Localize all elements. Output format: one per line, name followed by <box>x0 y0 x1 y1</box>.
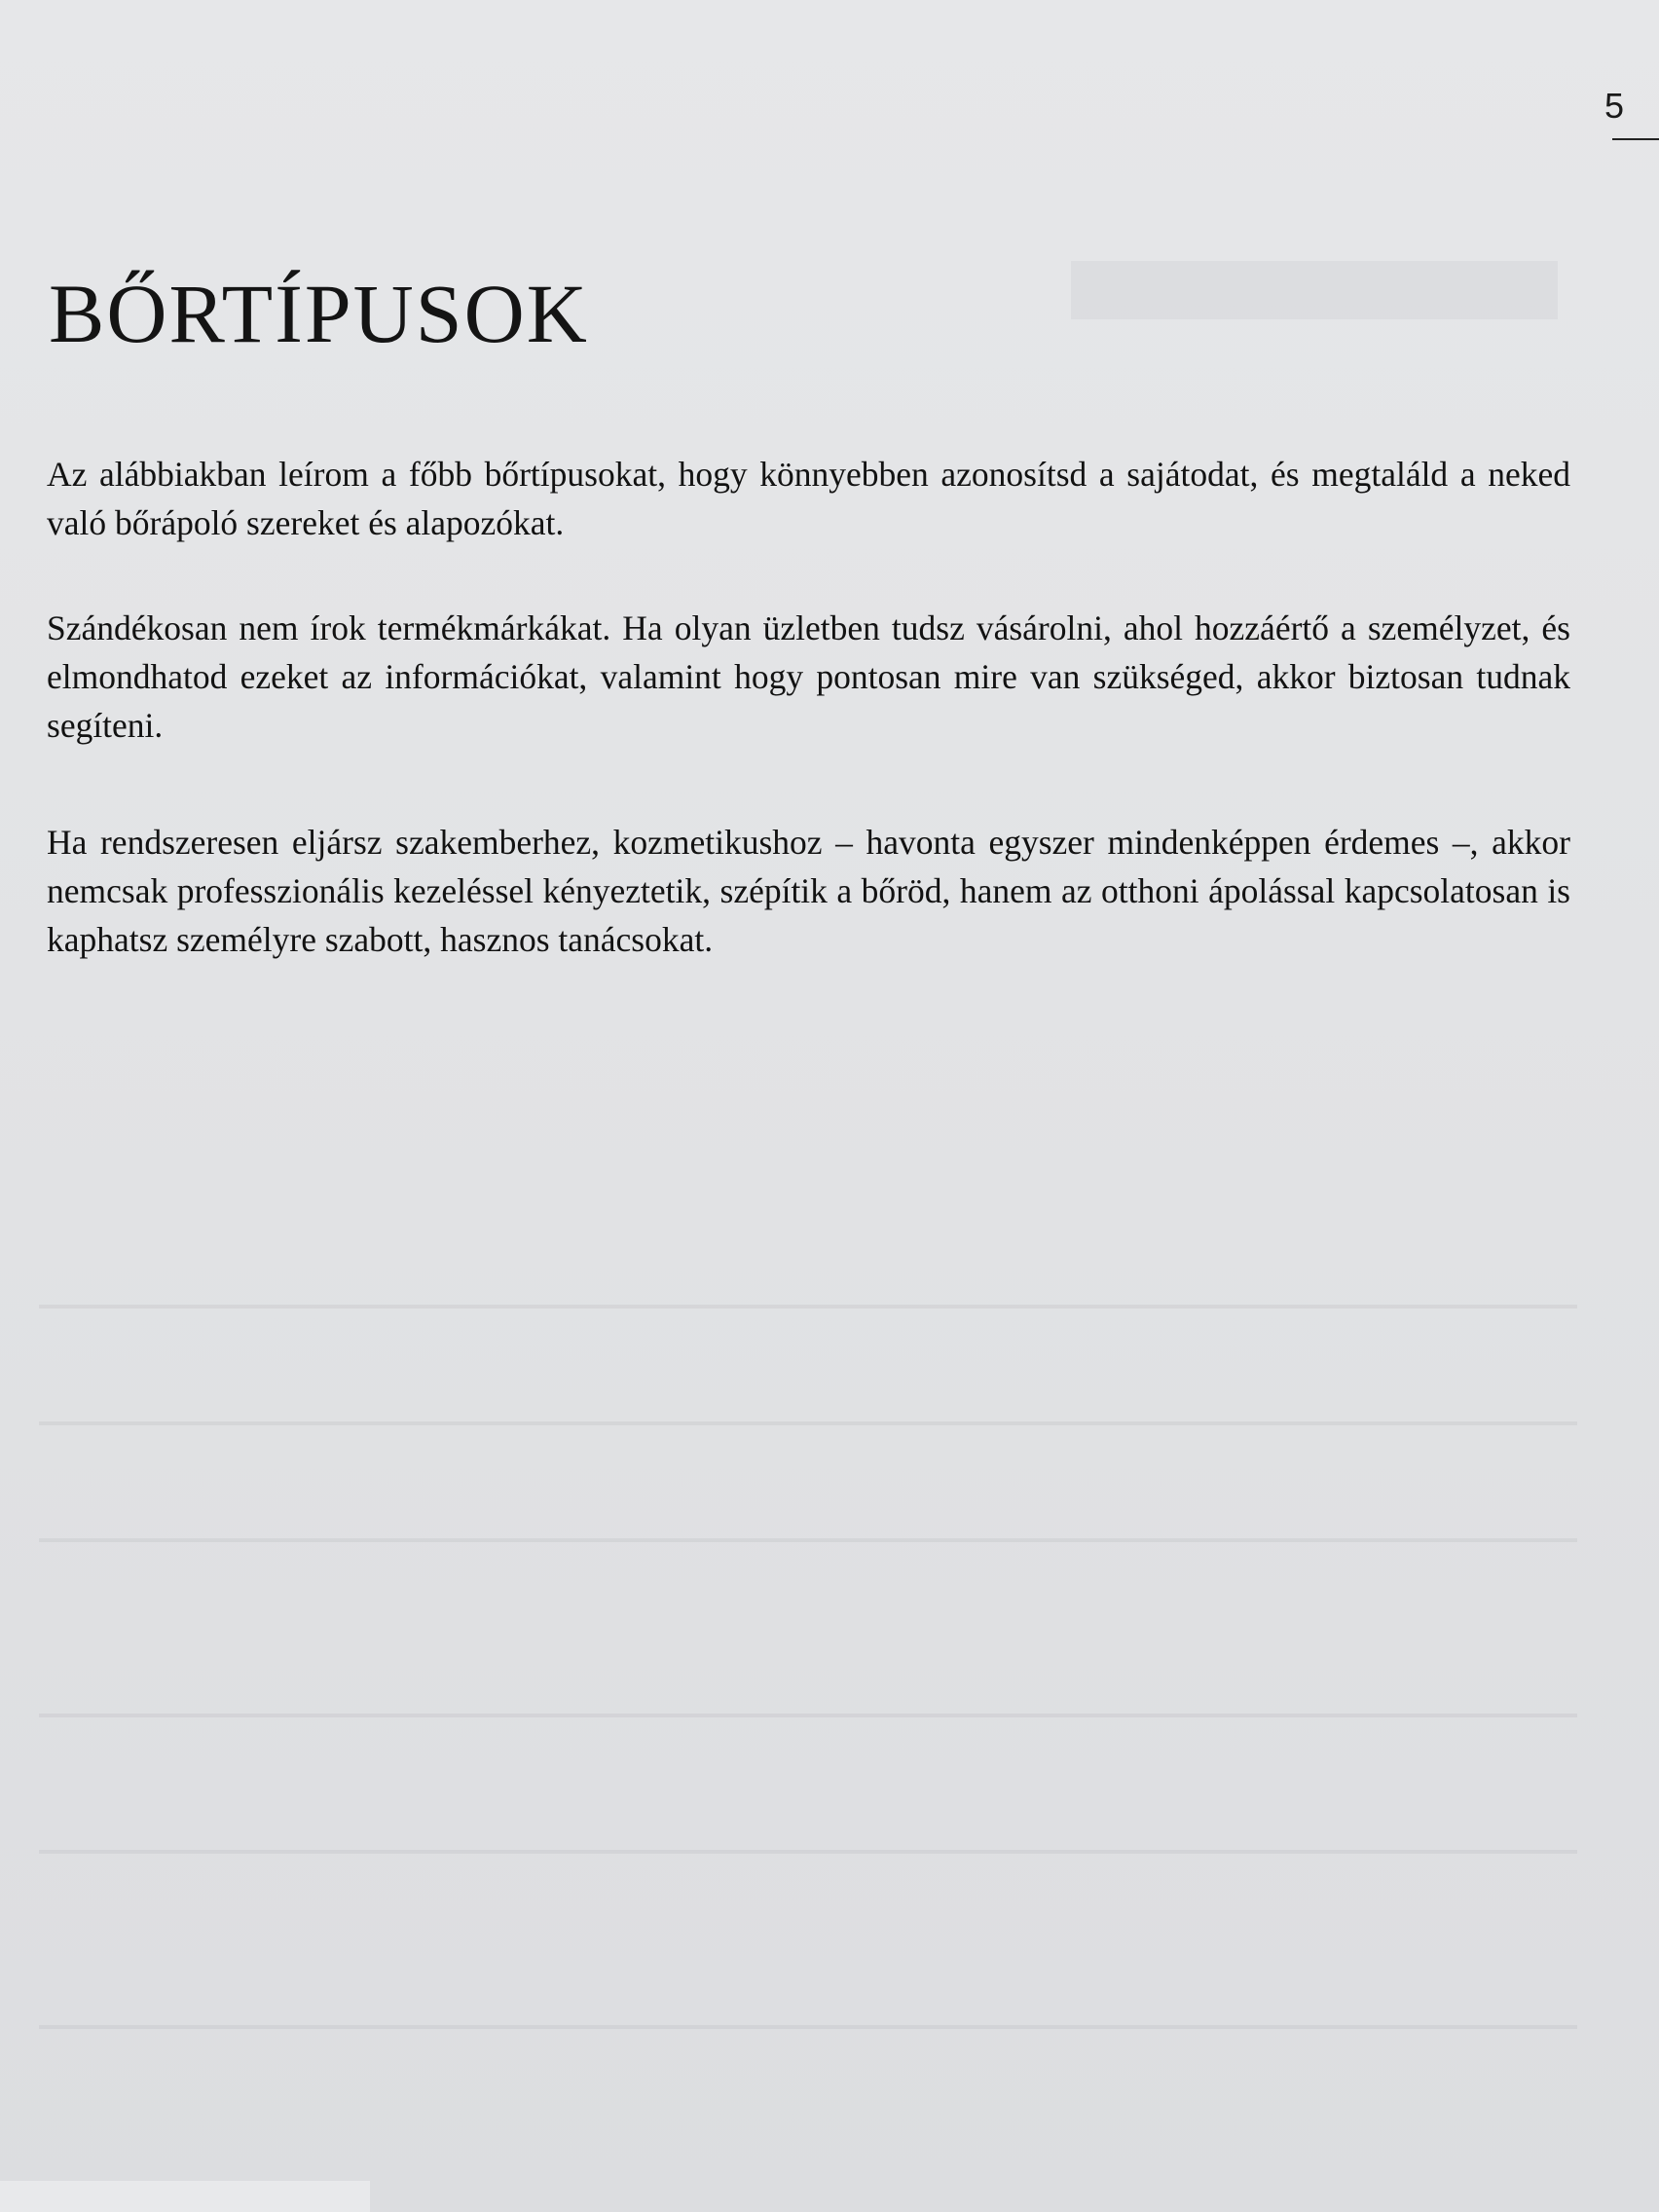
bleed-through-heading <box>1071 261 1558 319</box>
page-title: BŐRTÍPUSOK <box>49 267 589 360</box>
paragraph-text: Ha rendszeresen eljársz szakemberhez, kozmetikushoz – havonta egyszer mindenképpen érdemes –, akkor nemcsak professzionális kezeléssel kényeztetik, szépítik a bőröd, hanem az otthoni ápolással kapcsolatosan is kaphatsz személyre szabott, hasznos tanácsokat. <box>47 823 1570 959</box>
paragraph-intro <box>47 450 1570 547</box>
page-number: 5 <box>1604 86 1625 126</box>
bleed-through-line <box>39 1538 1577 1542</box>
bleed-through-line <box>39 1421 1577 1425</box>
bleed-through-line <box>39 1714 1577 1717</box>
paragraph-brands <box>47 604 1570 750</box>
bleed-through-line <box>39 1850 1577 1854</box>
page-number-rule <box>1612 138 1659 140</box>
paragraph-text: Az alábbiakban leírom a főbb bőrtípusokat, hogy könnyebben azonosítsd a sajátodat, és megtaláld a neked való bőrápoló szereket és alapozókat. <box>47 455 1570 542</box>
watermark-strip <box>0 2181 370 2212</box>
paragraph-text: Szándékosan nem írok termékmárkákat. Ha olyan üzletben tudsz vásárolni, ahol hozzáértő a személyzet, és elmondhatod ezeket az információkat, valamint hogy pontosan mire van szükséged, akkor biztosan tudnak segíteni. <box>47 608 1570 745</box>
bleed-through-line <box>39 1305 1577 1309</box>
paragraph-beautician <box>47 818 1570 964</box>
bleed-through-line <box>39 2025 1577 2029</box>
